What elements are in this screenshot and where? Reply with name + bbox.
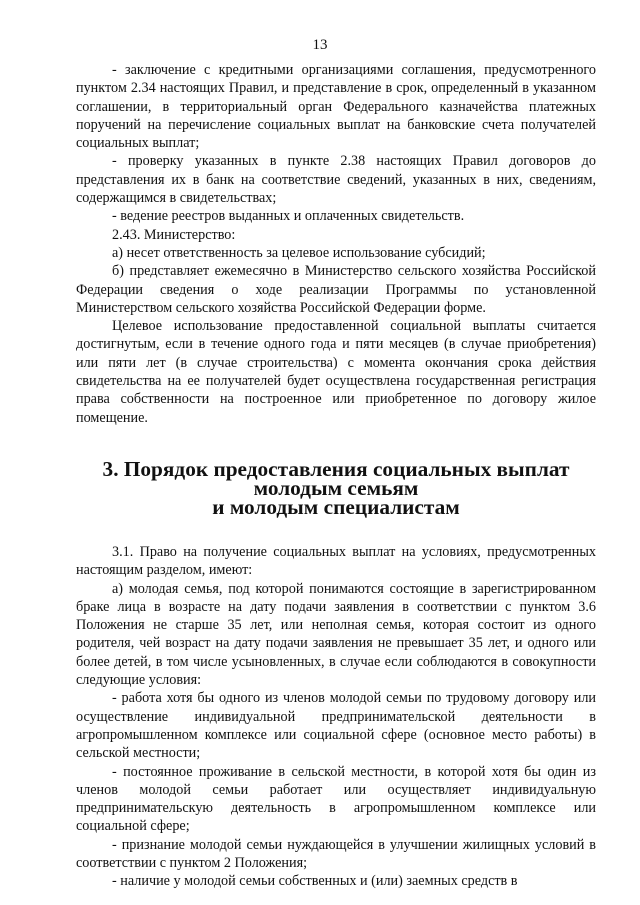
paragraph-clause-registers: - ведение реестров выданных и оплаченных свидетельств.	[112, 208, 465, 225]
paragraph-ministry-a: а) несет ответственность за целевое использование субсидий;	[112, 244, 486, 261]
page-number: 13	[312, 37, 328, 53]
paragraph-clause-agreement: - заключение с кредитными организациями соглашения, предусмотренного пунктом 2.34 настоящих Правил, и представление в срок, определенный в указанном соглашении, в территориальный орган Федерального казначейства платежных поручений на перечисление социальных выплат на банковские счета получателей социальных выплат;	[76, 62, 596, 152]
section-heading-line-1: 3. Порядок предоставления социальных выплат молодым семьям	[102, 456, 570, 500]
paragraph-3-1: 3.1. Право на получение социальных выплат на условиях, предусмотренных настоящим разделом, имеют:	[76, 543, 596, 579]
section-heading-line-2: и молодым специалистам	[212, 494, 460, 519]
paragraph-ministry-heading: 2.43. Министерство:	[112, 226, 236, 243]
paragraph-condition-housing-need: - признание молодой семьи нуждающейся в улучшении жилищных условий в соответствии с пунктом 2 Положения;	[76, 836, 596, 871]
paragraph-clause-verification: - проверку указанных в пункте 2.38 настоящих Правил договоров до представления их в банк на соответствие сведений, указанных в них, сведениям, содержащимся в свидетельствах;	[76, 153, 596, 207]
paragraph-condition-funds: - наличие у молодой семьи собственных и (или) заемных средств в	[112, 873, 518, 890]
paragraph-young-family: а) молодая семья, под которой понимаются состоящие в зарегистрированном браке лица в возрасте на дату подачи заявления в соответствии с пунктом 3.6 Положения не старше 35 лет, или неполная семья, которая состоит из одного родителя, чей возраст на дату подачи заявления не превышает 35 лет, и одного или более детей, в том числе усыновленных, в случае если соблюдаются в совокупности следующие условия:	[76, 580, 596, 689]
paragraph-condition-work: - работа хотя бы одного из членов молодой семьи по трудовому договору или осуществление индивидуальной предпринимательской деятельности в агропромышленном комплексе или социальной сфере (основное место работы) в сельской местности;	[76, 690, 596, 762]
paragraph-condition-residence: - постоянное проживание в сельской местности, в которой хотя бы один из членов молодой семьи работает или осуществляет индивидуальную предпринимательскую деятельность в агропромышленном комплексе или социальной сфере;	[76, 763, 596, 835]
section-heading	[76, 456, 596, 519]
paragraph-target-use: Целевое использование предоставленной социальной выплаты считается достигнутым, если в течение одного года и пяти месяцев (в случае приобретения) или пяти лет (в случае строительства) с момента окончания срока действия свидетельства на ее получателей будет осуществлена государственная регистрация права собственности на построенное или приобретенное по договору жилое помещение.	[76, 318, 596, 426]
paragraph-ministry-b: б) представляет ежемесячно в Министерство сельского хозяйства Российской Федерации сведения о ходе реализации Программы по установленной Министерством сельского хозяйства Российской Федерации форме.	[76, 263, 596, 316]
document-body	[76, 61, 596, 891]
